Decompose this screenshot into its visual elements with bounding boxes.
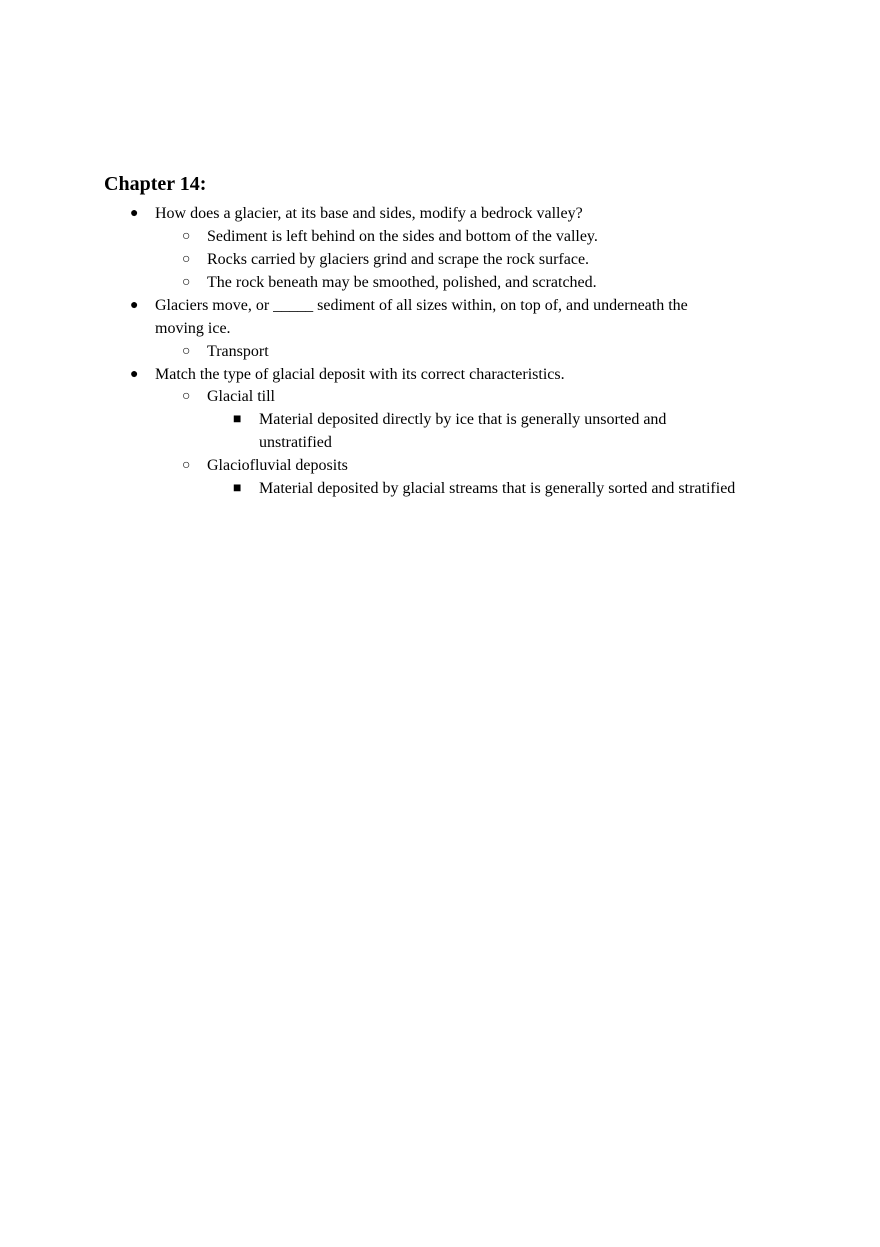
bullet-marker: ● [130,298,139,313]
glacial-till-description-line2: unstratified [259,434,332,451]
answer-1a-text: Sediment is left behind on the sides and bottom of the valley. [207,228,598,245]
question-2-text-line2: moving ice. [155,320,231,337]
circle-marker: ○ [182,252,191,267]
circle-marker: ○ [182,458,191,473]
circle-marker: ○ [182,275,191,290]
question-3-text: Match the type of glacial deposit with its correct characteristics. [155,366,565,383]
circle-marker: ○ [182,229,191,244]
circle-marker: ○ [182,344,191,359]
answer-1c-text: The rock beneath may be smoothed, polished, and scratched. [207,274,597,291]
question-2-text-line1: Glaciers move, or _____ sediment of all sizes within, on top of, and underneath the [155,297,688,314]
glaciofluvial-description: Material deposited by glacial streams that is generally sorted and stratified [259,480,736,497]
glaciofluvial-label: Glaciofluvial deposits [207,457,348,474]
glacial-till-label: Glacial till [207,388,275,405]
square-marker: ■ [233,412,242,427]
question-1-text: How does a glacier, at its base and sides, modify a bedrock valley? [155,205,583,222]
chapter-heading: Chapter 14: [104,173,207,195]
bullet-marker: ● [130,367,139,382]
answer-2-text: Transport [207,343,269,360]
answer-1b-text: Rocks carried by glaciers grind and scrape the rock surface. [207,251,590,268]
circle-marker: ○ [182,389,191,404]
glacial-till-description-line1: Material deposited directly by ice that is generally unsorted and [259,411,667,428]
bullet-marker: ● [130,206,139,221]
square-marker: ■ [233,481,242,496]
